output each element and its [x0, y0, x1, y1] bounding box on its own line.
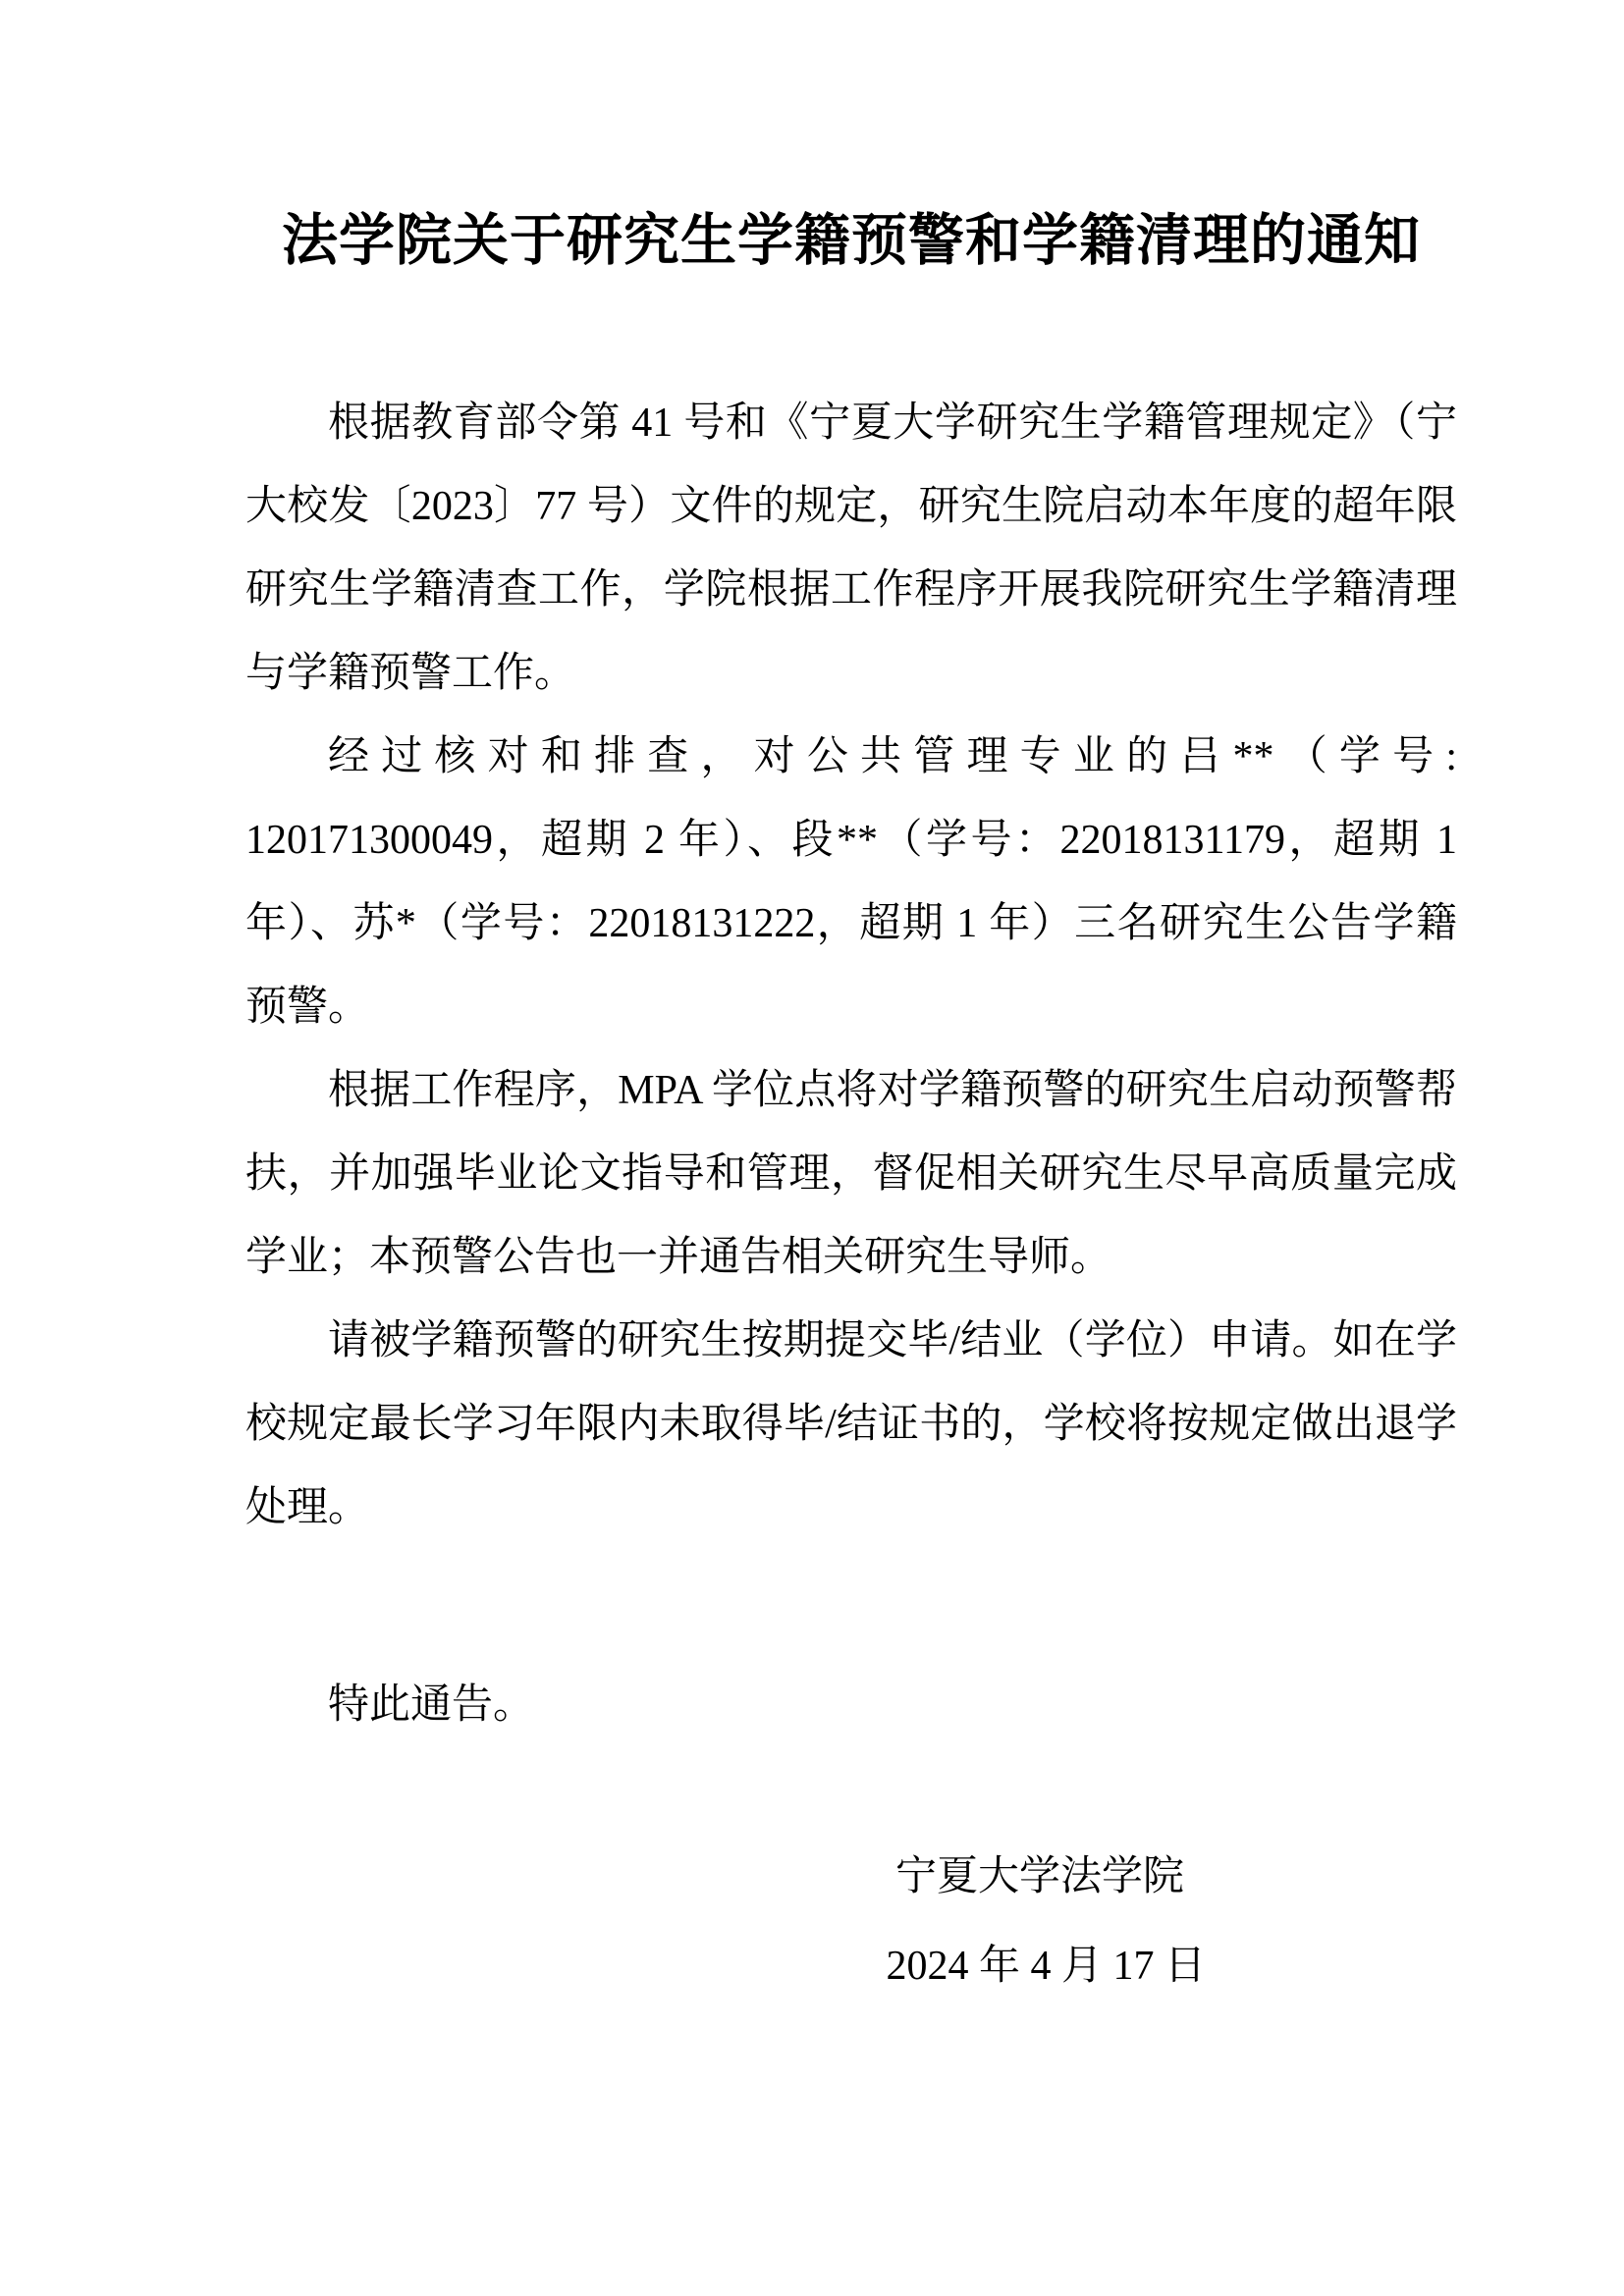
document-body [245, 382, 1457, 2008]
paragraph-mpa-measures: 根据工作程序，MPA 学位点将对学籍预警的研究生启动预警帮扶，并加强毕业论文指导和管理，督促相关研究生尽早高质量完成学业；本预警公告也一并通告相关研究生导师。 [245, 1068, 1457, 1280]
signature-organization: 宁夏大学法学院 [894, 1854, 1184, 1899]
paragraph-application-requirement: 请被学籍预警的研究生按期提交毕/结业（学位）申请。如在学校规定最长学习年限内未取得毕/结证书的，学校将按规定做出退学处理。 [245, 1318, 1457, 1530]
paragraph-warned-students: 经过核对和排查，对公共管理专业的吕**（学号: 120171300049，超期 2 年）、段**（学号：22018131179，超期 1 年）、苏*（学号：22018131222，超期 1 年）三名研究生公告学籍预警。 [245, 734, 1457, 1030]
signature-date: 2024 年 4 月 17 日 [886, 1944, 1206, 1989]
signature-block [245, 1836, 1457, 2008]
paragraph-basis: 根据教育部令第 41 号和《宁夏大学研究生学籍管理规定》（宁大校发〔2023〕77 号）文件的规定，研究生院启动本年度的超年限研究生学籍清查工作，学院根据工作程序开展我院研究生学籍清理与学籍预警工作。 [245, 400, 1457, 696]
closing-line: 特此通告。 [328, 1682, 535, 1728]
document-title: 法学院关于研究生学籍预警和学籍清理的通知 [282, 210, 1421, 272]
